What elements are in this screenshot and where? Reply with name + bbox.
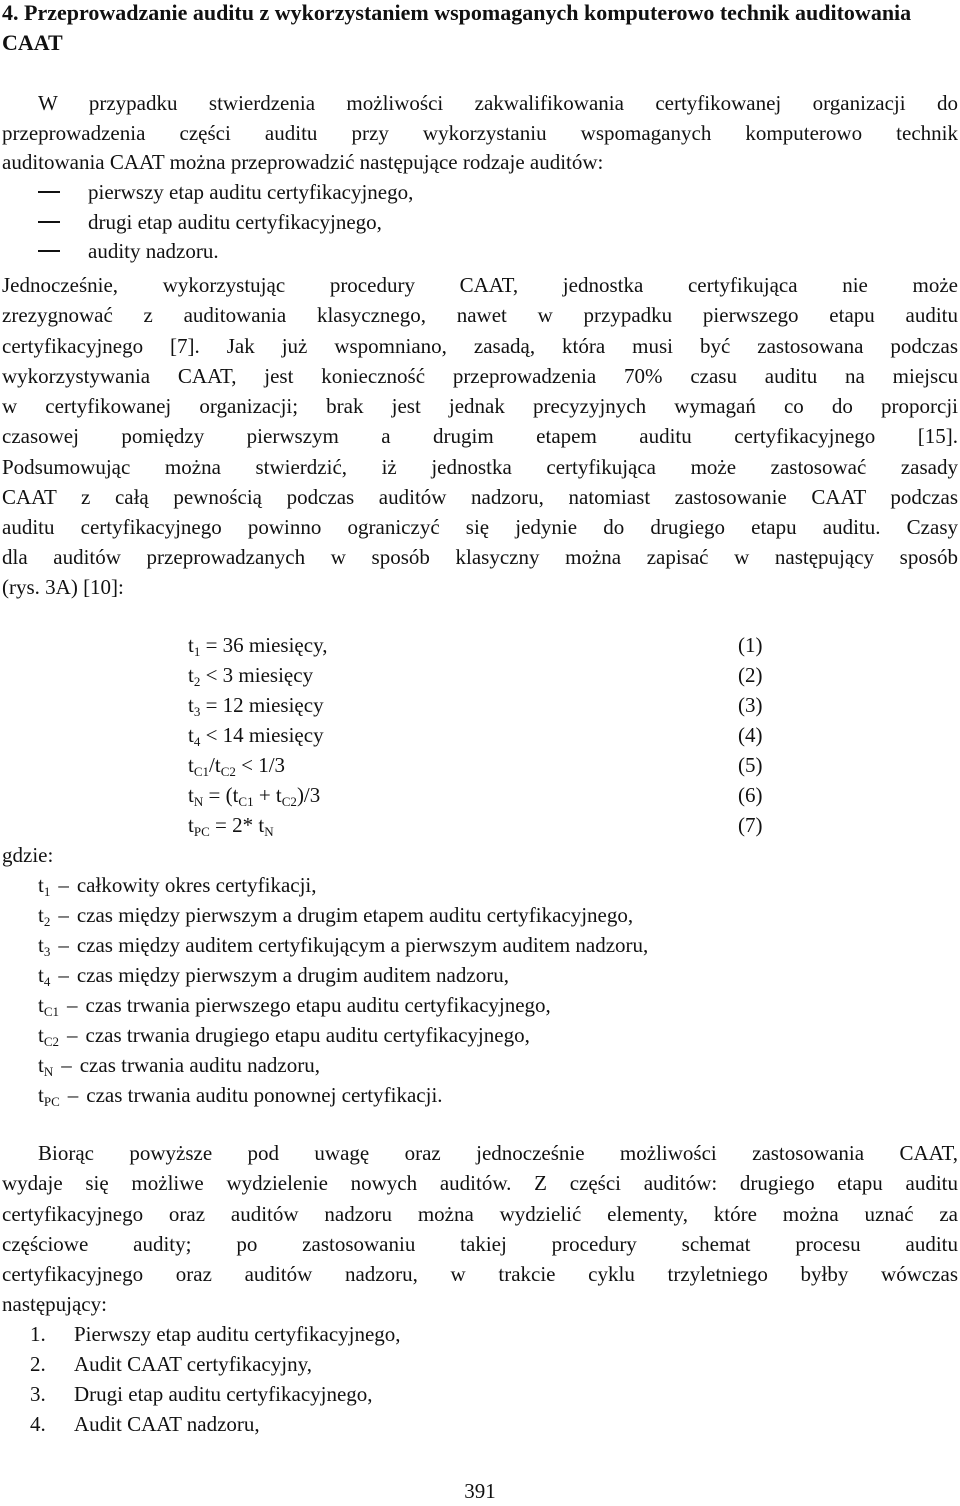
list-item (38, 207, 382, 237)
definition-item: $t_1$ – całkowity okres certyfikacji, (38, 873, 317, 899)
paragraph-line: w certyfikowanej organizacji; brak jest jednak precyzyjnych wymagań co do proporcji (2, 394, 958, 418)
paragraph-line: (rys. 3A) [10]: (2, 575, 124, 599)
paragraph-line: dla auditów przeprowadzanych w sposób klasyczny można zapisać w następujący sposób (2, 545, 958, 569)
dash-bullet-icon (38, 191, 60, 193)
dash-bullet-icon (38, 250, 60, 252)
paragraph-line: następujący: (2, 1292, 107, 1316)
paragraph-line: czasowej pomiędzy pierwszym a drugim etapem auditu certyfikacyjnego [15]. (2, 424, 958, 448)
paragraph-line: wydaje się możliwe wydzielenie nowych auditów. Z części auditów: drugiego etapu auditu (2, 1171, 958, 1195)
section-heading: 4. Przeprowadzanie auditu z wykorzystaniem wspomaganych komputerowo technik auditowania CAAT (2, 0, 912, 55)
definition-item: $t_{C1}$ – czas trwania pierwszego etapu auditu certyfikacyjnego, (38, 993, 551, 1019)
paragraph-line: certyfikacyjnego oraz auditów nadzoru można wydzielić elementy, które można uznać za (2, 1202, 958, 1226)
where-label: gdzie: (2, 843, 54, 867)
equation-number: (4) (738, 723, 763, 747)
definition-item: $t_3$ – czas między auditem certyfikującym a pierwszym auditem nadzoru, (38, 933, 649, 959)
dash-bullet-icon (38, 221, 60, 223)
numbered-item: 2. Audit CAAT certyfikacyjny, (30, 1352, 312, 1376)
paragraph-line: CAAT z całą pewnością podczas auditów nadzoru, natomiast zastosowanie CAAT podczas (2, 485, 958, 509)
equation: $t_4 < 14$ miesięcy (188, 723, 324, 749)
numbered-item: 4. Audit CAAT nadzoru, (30, 1412, 260, 1436)
paragraph-line: W przypadku stwierdzenia możliwości zakwalifikowania certyfikowanej organizacji do (38, 91, 958, 115)
equation: $t_N = (t_{C1} + t_{C2})/3$ (188, 783, 321, 809)
paragraph-line: Podsumowując można stwierdzić, iż jednostka certyfikująca może zastosować zasady (2, 455, 958, 479)
definition-item: $t_{C2}$ – czas trwania drugiego etapu auditu certyfikacyjnego, (38, 1023, 530, 1049)
equation-number: (2) (738, 663, 763, 687)
equation-number: (5) (738, 753, 763, 777)
paragraph-line: przeprowadzenia części auditu przy wykorzystaniu wspomaganych komputerowo technik (2, 121, 958, 145)
paragraph-line: certyfikacyjnego oraz auditów nadzoru, w trakcie cyklu trzyletniego byłby wówczas (2, 1262, 958, 1286)
paragraph-line: wykorzystywania CAAT, jest konieczność przeprowadzenia 70% czasu auditu na miejscu (2, 364, 958, 388)
equation-number: (1) (738, 633, 763, 657)
definition-item: $t_2$ – czas między pierwszym a drugim etapem auditu certyfikacyjnego, (38, 903, 634, 929)
list-item-text: pierwszy etap auditu certyfikacyjnego, (88, 180, 414, 204)
page-number: 391 (464, 1479, 496, 1503)
list-item-text: drugi etap auditu certyfikacyjnego, (88, 210, 382, 234)
numbered-item: 3. Drugi etap auditu certyfikacyjnego, (30, 1382, 373, 1406)
definition-item: $t_{PC}$ – czas trwania auditu ponownej certyfikacji. (38, 1083, 443, 1109)
equation-number: (3) (738, 693, 763, 717)
paragraph-line: zrezygnować z auditowania klasycznego, nawet w przypadku pierwszego etapu auditu (2, 303, 958, 327)
list-item (38, 236, 219, 266)
definition-item: $t_4$ – czas między pierwszym a drugim auditem nadzoru, (38, 963, 509, 989)
numbered-item: 1. Pierwszy etap auditu certyfikacyjnego, (30, 1322, 401, 1346)
paragraph-line: Jednocześnie, wykorzystując procedury CAAT, jednostka certyfikująca nie może (2, 273, 958, 297)
definition-item: $t_N$ – czas trwania auditu nadzoru, (38, 1053, 320, 1079)
equation: $t_{C1}/t_{C2} < 1/3$ (188, 753, 286, 779)
equation: $t_3 = 12$ miesięcy (188, 693, 324, 719)
equation: $t_2 < 3$ miesięcy (188, 663, 314, 689)
paragraph-line: auditowania CAAT można przeprowadzić następujące rodzaje auditów: (2, 150, 604, 174)
equation: $t_1 = 36$ miesięcy, (188, 633, 328, 659)
equation: $t_{PC} = 2*$ $t_N$ (188, 813, 274, 839)
list-item (38, 177, 413, 207)
list-item-text: audity nadzoru. (88, 239, 219, 263)
paragraph-line: częściowe audity; po zastosowaniu takiej procedury schemat procesu auditu (2, 1232, 958, 1256)
paragraph-line: certyfikacyjnego [7]. Jak już wspomniano, zasadą, która musi być zastosowana podczas (2, 334, 958, 358)
paragraph-line: auditu certyfikacyjnego powinno ograniczyć się jedynie do drugiego etapu auditu. Czasy (2, 515, 958, 539)
paragraph-line: Biorąc powyższe pod uwagę oraz jednocześnie możliwości zastosowania CAAT, (38, 1141, 958, 1165)
equation-number: (6) (738, 783, 763, 807)
equation-number: (7) (738, 813, 763, 837)
